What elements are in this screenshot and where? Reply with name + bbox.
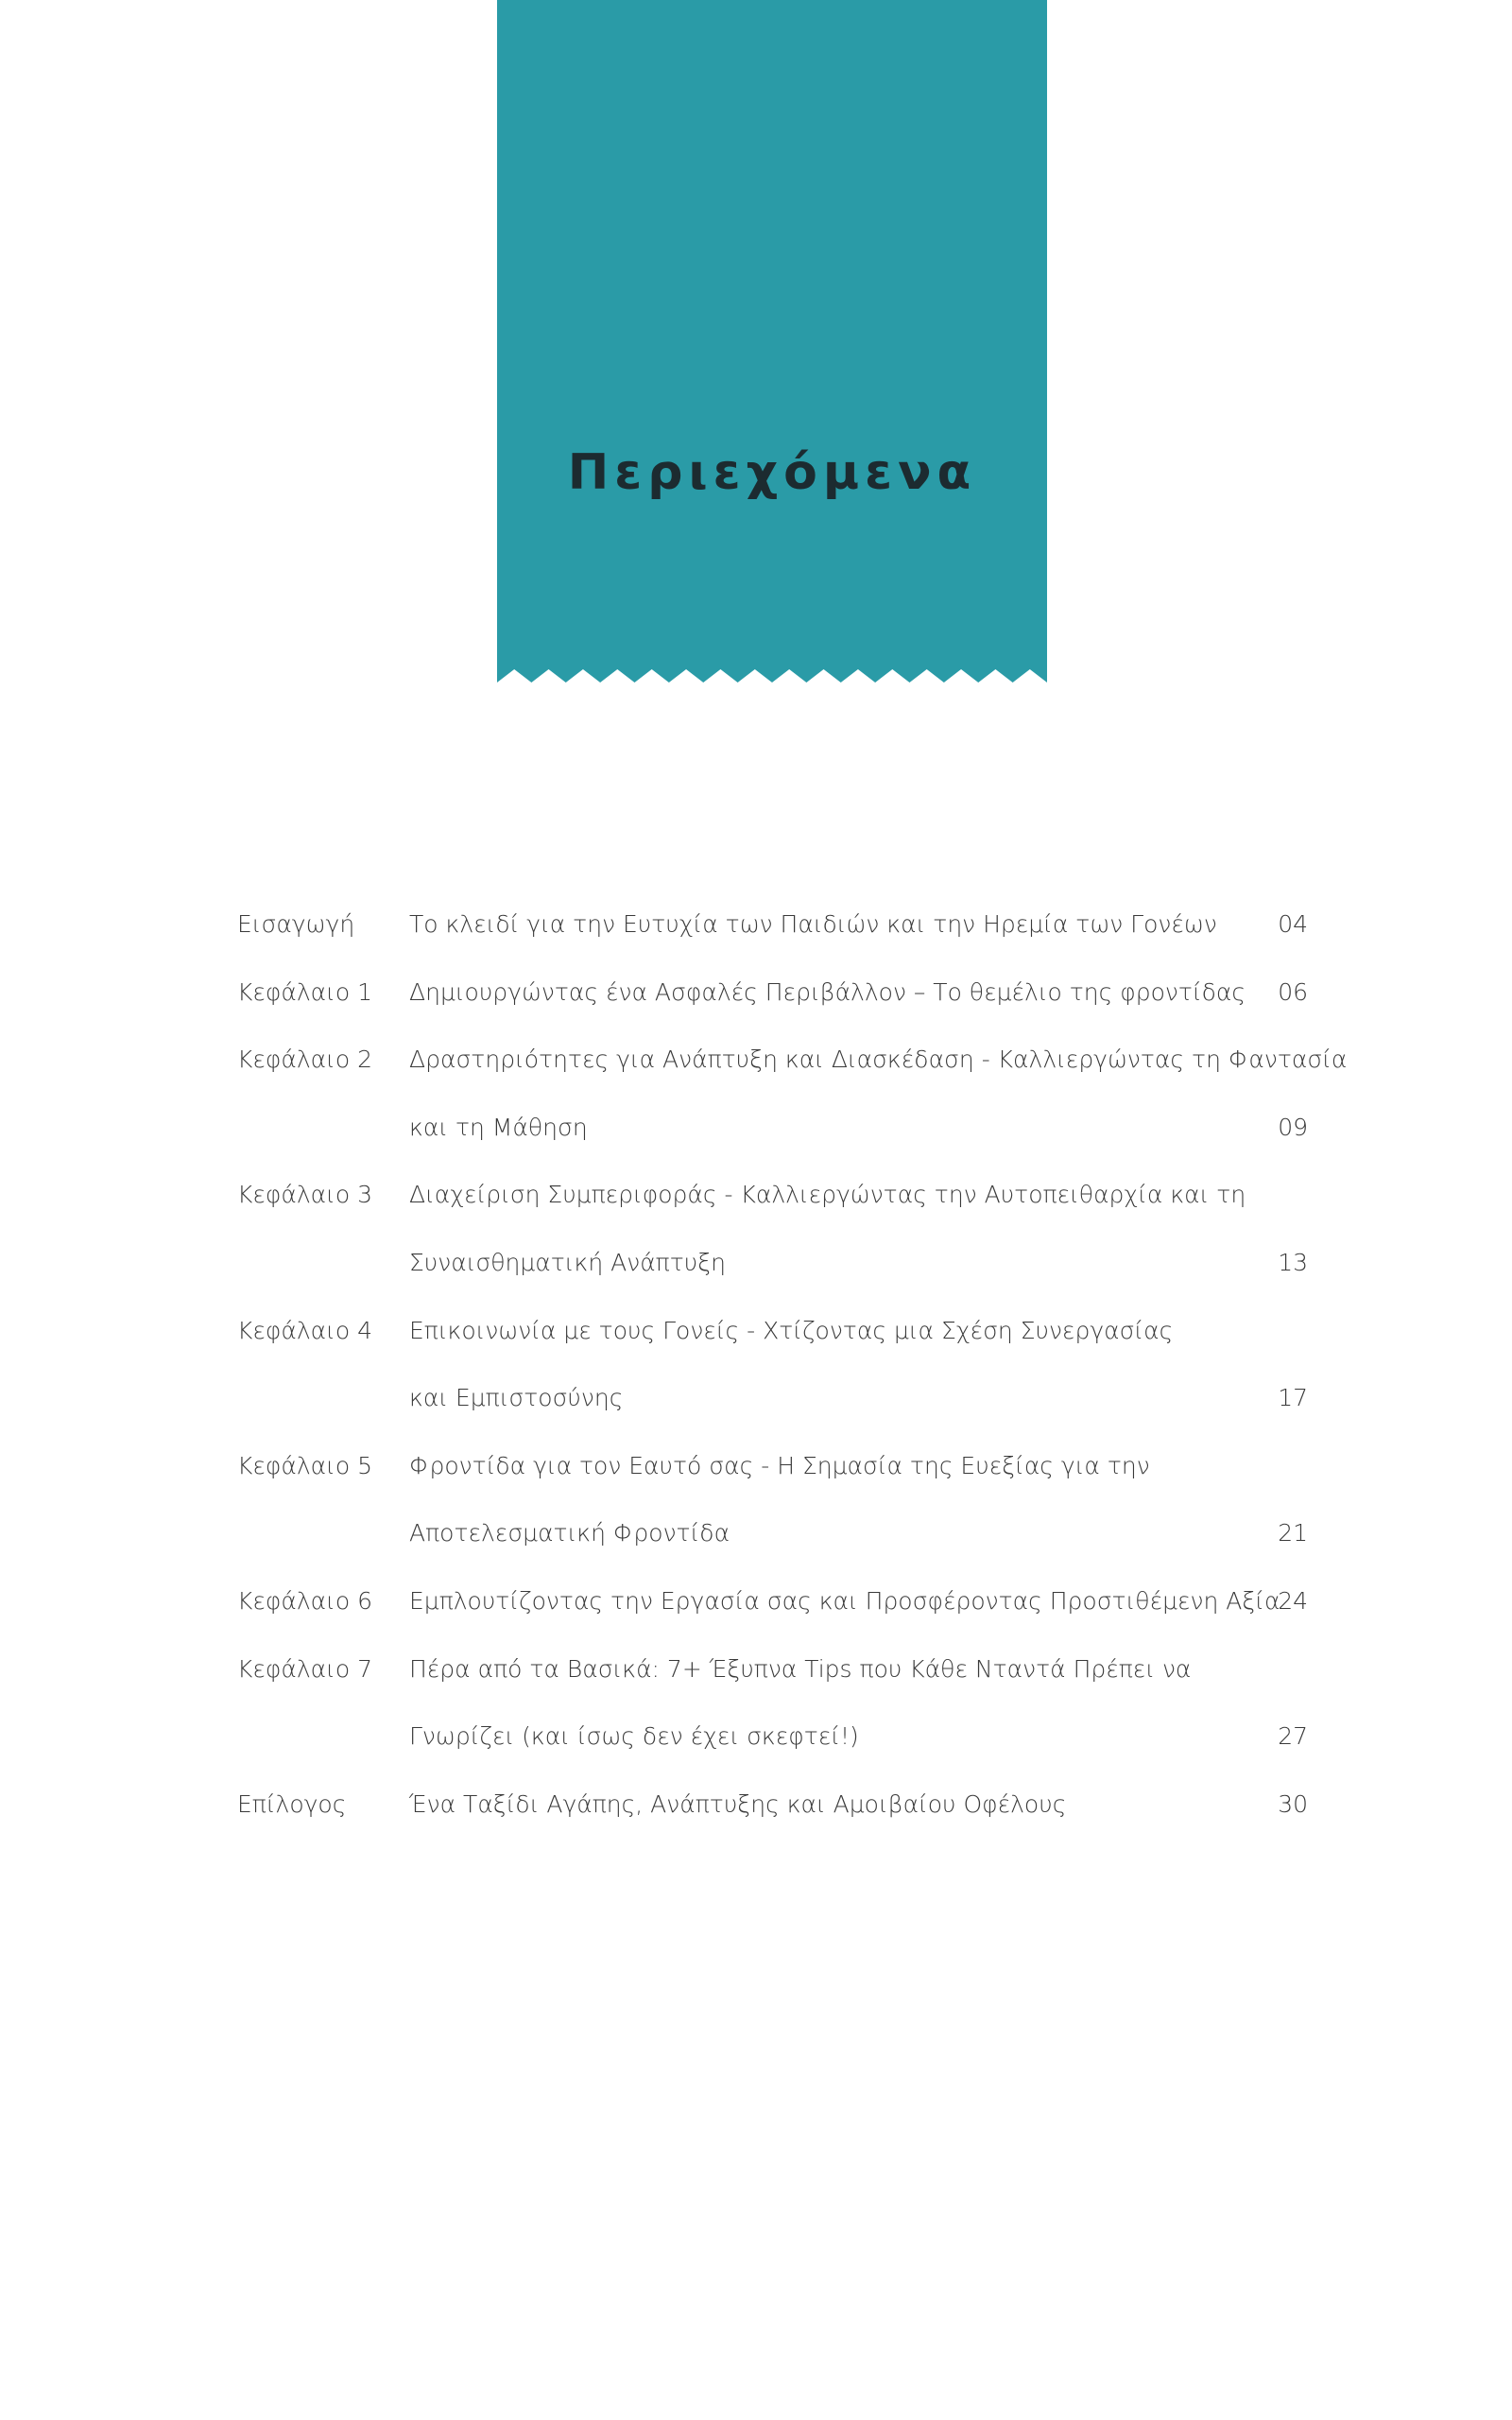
title-banner-shape bbox=[497, 0, 1047, 683]
toc-entry-title[interactable]: Εμπλουτίζοντας την Εργασία σας και Προσφέροντας Προστιθέμενη Αξία bbox=[409, 1587, 1280, 1615]
toc-line bbox=[0, 1114, 1512, 1170]
toc-entry-page-number: 17 bbox=[1278, 1384, 1308, 1412]
toc-line bbox=[0, 1655, 1512, 1712]
toc-entry-page-number: 06 bbox=[1278, 977, 1308, 1006]
title-banner bbox=[497, 0, 1047, 683]
toc-entry-page-number: 13 bbox=[1278, 1249, 1308, 1276]
toc-entry-label: Κεφάλαιο 6 bbox=[237, 1587, 372, 1615]
toc-entry-title[interactable]: Φροντίδα για τον Εαυτό σας - Η Σημασία της Ευεξίας για την bbox=[409, 1451, 1150, 1479]
toc-line bbox=[0, 1790, 1512, 1847]
toc-entry-page-number: 24 bbox=[1278, 1587, 1308, 1615]
toc-line bbox=[0, 1249, 1512, 1305]
toc-line bbox=[0, 1046, 1512, 1102]
toc-line bbox=[0, 1181, 1512, 1237]
toc-entry-title[interactable]: και τη Μάθηση bbox=[409, 1113, 588, 1141]
toc-line bbox=[0, 1317, 1512, 1374]
toc-entry-title[interactable]: Επικοινωνία με τους Γονείς - Χτίζοντας μια Σχέση Συνεργασίας bbox=[409, 1316, 1174, 1344]
toc-entry-label: Κεφάλαιο 7 bbox=[237, 1654, 372, 1683]
toc-line bbox=[0, 1452, 1512, 1509]
toc-entry-title[interactable]: Διαχείριση Συμπεριφοράς - Καλλιεργώντας την Αυτοπειθαρχία και τη bbox=[409, 1181, 1246, 1209]
toc-entry-label: Επίλογος bbox=[237, 1789, 347, 1818]
toc-entry-title[interactable]: Αποτελεσματική Φροντίδα bbox=[409, 1519, 730, 1547]
toc-entry-label: Κεφάλαιο 3 bbox=[237, 1181, 372, 1209]
toc-entry-label: Κεφάλαιο 5 bbox=[237, 1451, 372, 1479]
toc-line bbox=[0, 1384, 1512, 1441]
toc-entry-page-number: 04 bbox=[1278, 910, 1308, 938]
toc-entry-page-number: 09 bbox=[1278, 1113, 1308, 1141]
toc-line bbox=[0, 1519, 1512, 1576]
toc-entry-title[interactable]: και Εμπιστοσύνης bbox=[409, 1384, 624, 1412]
toc-entry-title[interactable]: Ένα Ταξίδι Αγάπης, Ανάπτυξης και Αμοιβαίου Οφέλους bbox=[409, 1789, 1067, 1818]
toc-entry-title[interactable]: Γνωρίζει (και ίσως δεν έχει σκεφτεί!) bbox=[409, 1722, 859, 1751]
toc-entry-page-number: 27 bbox=[1278, 1722, 1308, 1751]
toc-entry-page-number: 21 bbox=[1278, 1519, 1308, 1547]
toc-entry-title[interactable]: Δραστηριότητες για Ανάπτυξη και Διασκέδαση - Καλλιεργώντας τη Φαντασία bbox=[409, 1046, 1348, 1074]
toc-entry-title[interactable]: Δημιουργώντας ένα Ασφαλές Περιβάλλον – Το θεμέλιο της φροντίδας bbox=[409, 977, 1246, 1006]
page-title: Περιεχόμενα bbox=[567, 444, 977, 501]
toc-entry-label: Κεφάλαιο 2 bbox=[237, 1046, 372, 1074]
toc-line bbox=[0, 910, 1512, 967]
toc-entry-label: Εισαγωγή bbox=[237, 910, 355, 938]
toc-entry-title[interactable]: Πέρα από τα Βασικά: 7+ Έξυπνα Tips που Κάθε Νταντά Πρέπει να bbox=[409, 1654, 1192, 1683]
toc-entry-title[interactable]: Συναισθηματική Ανάπτυξη bbox=[409, 1249, 727, 1276]
toc-entry-page-number: 30 bbox=[1278, 1789, 1308, 1818]
toc-entry-label: Κεφάλαιο 4 bbox=[237, 1316, 372, 1344]
toc-line bbox=[0, 1722, 1512, 1779]
toc-entry-title[interactable]: Το κλειδί για την Ευτυχία των Παιδιών και την Ηρεμία των Γονέων bbox=[409, 910, 1217, 938]
toc-line bbox=[0, 1587, 1512, 1644]
toc-line bbox=[0, 978, 1512, 1035]
toc-entry-label: Κεφάλαιο 1 bbox=[237, 977, 372, 1006]
